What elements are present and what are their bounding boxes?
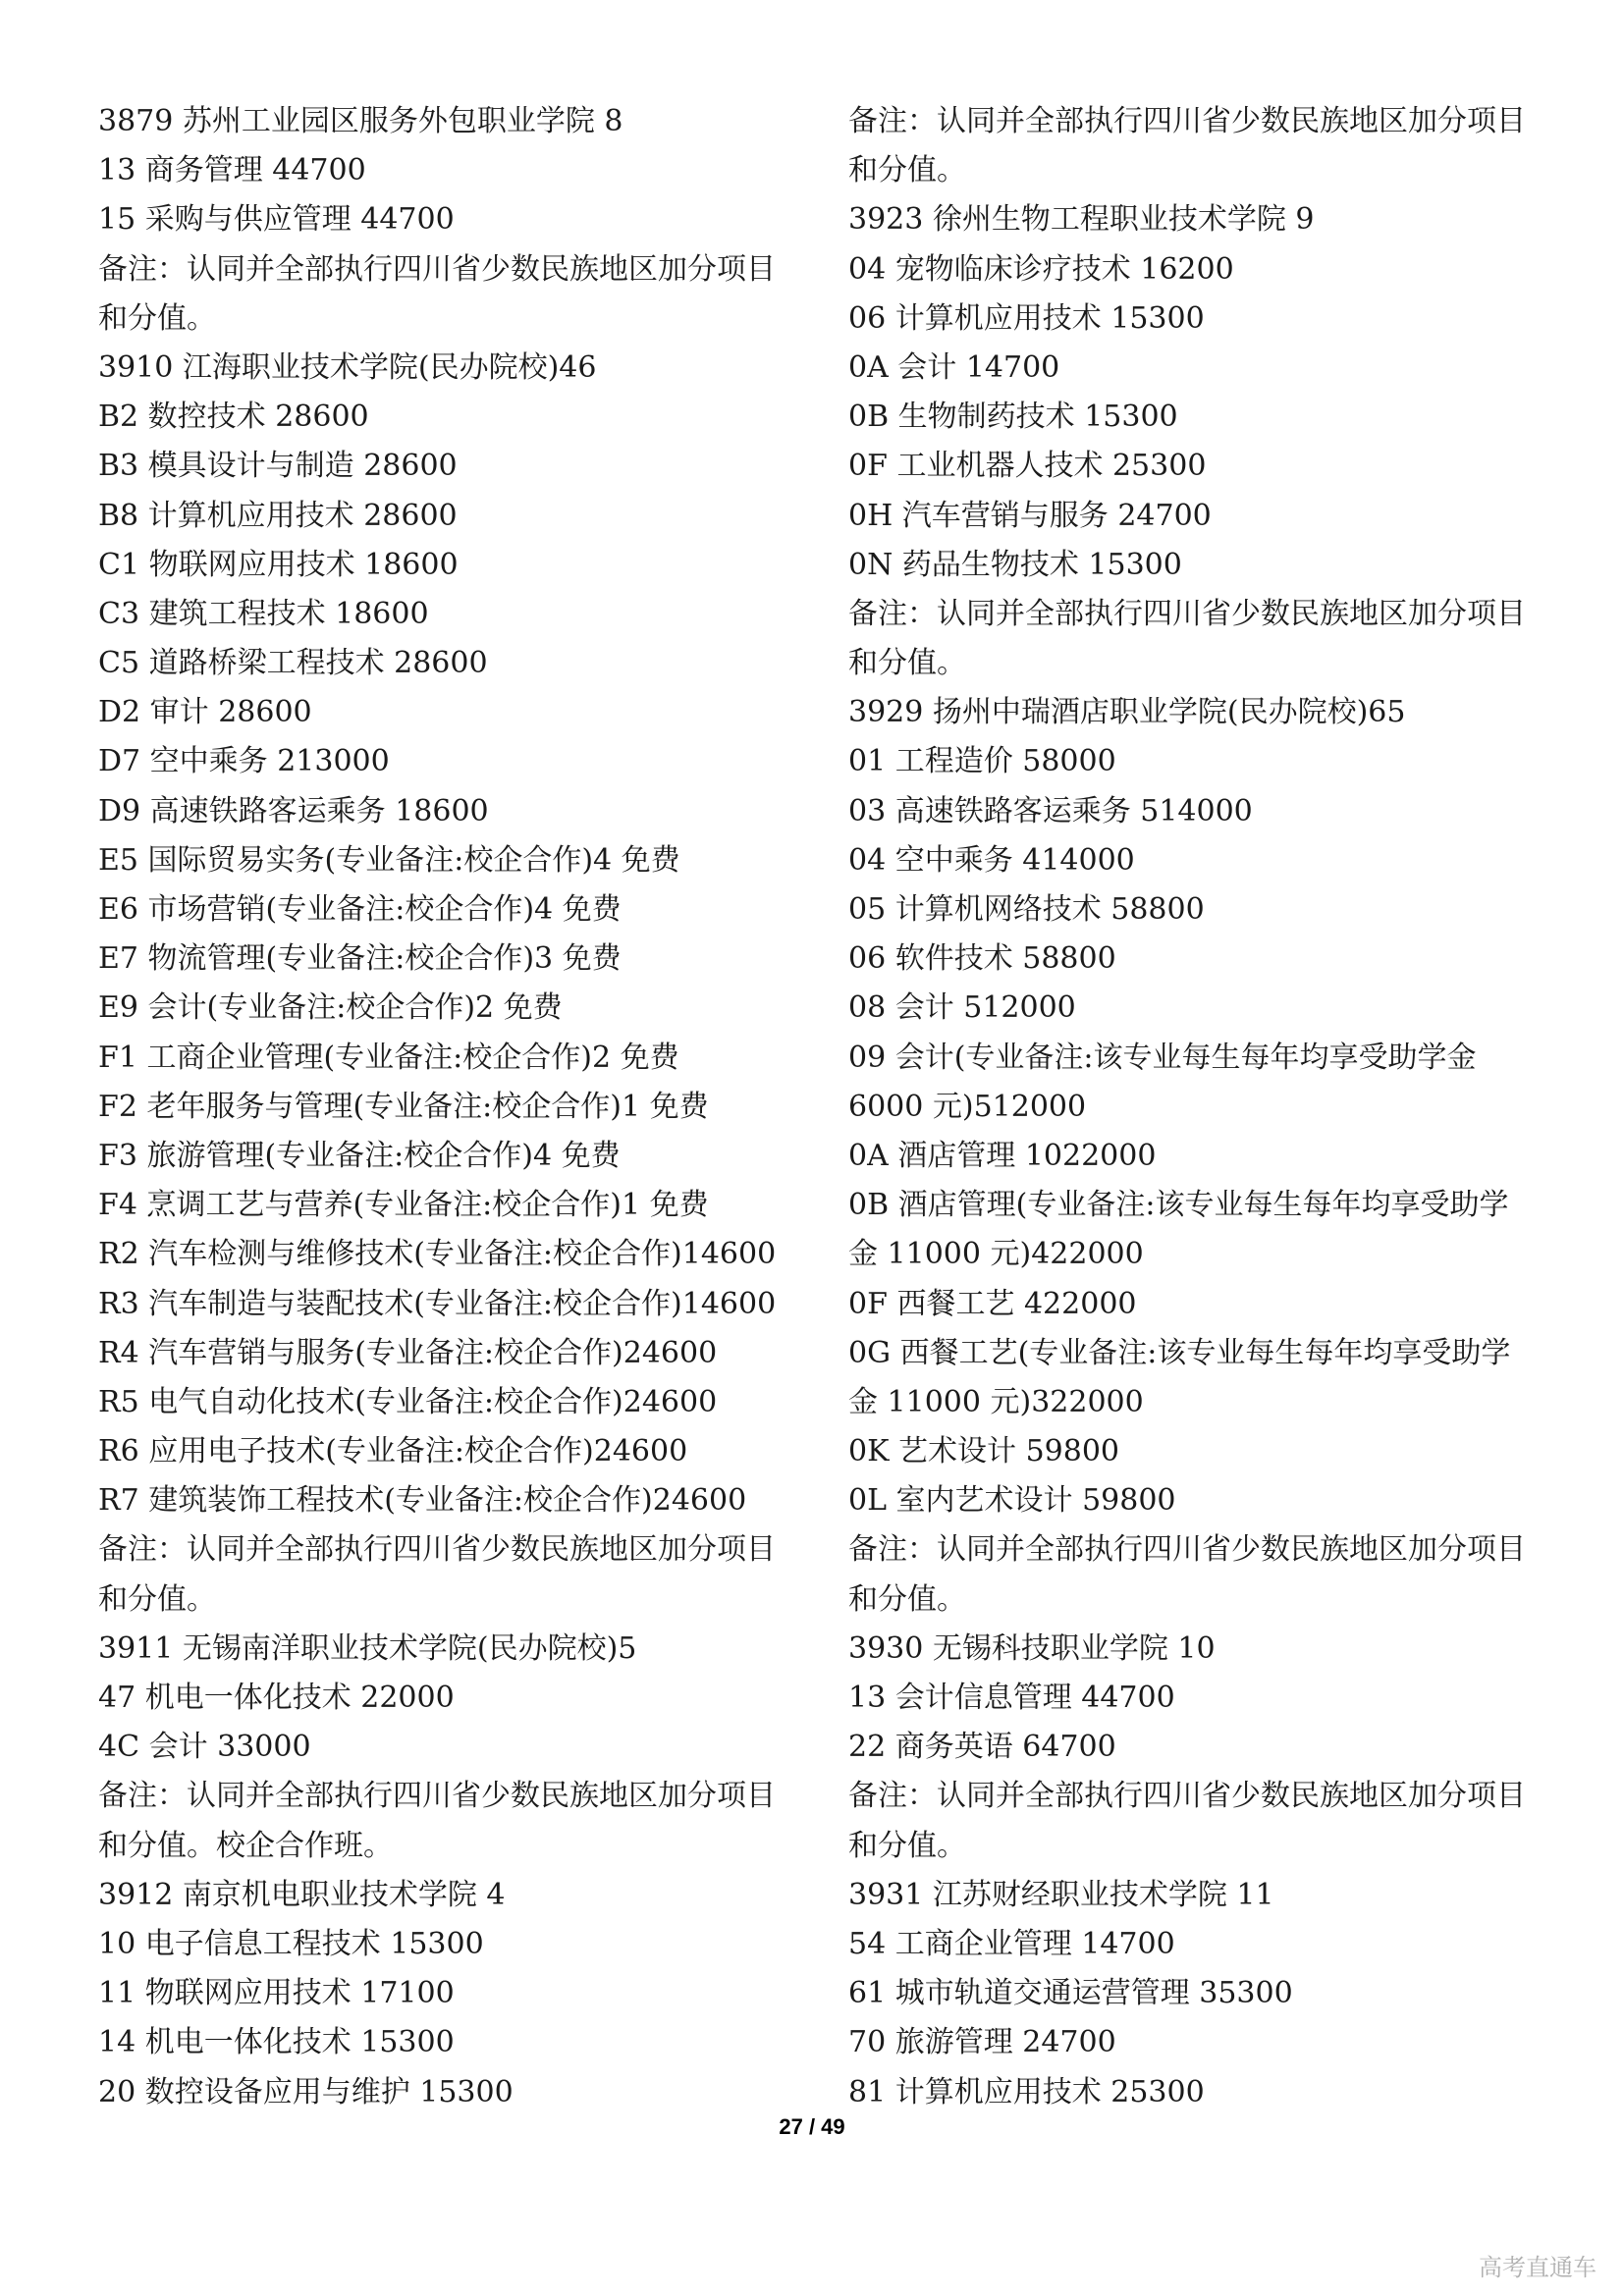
text-line: 0H 汽车营销与服务 24700: [848, 498, 1212, 533]
text-line: 0N 药品生物技术 15300: [848, 547, 1182, 582]
text-line: 3931 江苏财经职业技术学院 11: [848, 1877, 1274, 1912]
text-line: 和分值。校企合作班。: [98, 1828, 393, 1863]
text-line: D7 空中乘务 213000: [98, 744, 390, 779]
text-line: 09 会计(专业备注:该专业每生每年均享受助学金: [848, 1040, 1477, 1075]
text-line: 备注：认同并全部执行四川省少数民族地区加分项目: [98, 251, 776, 287]
text-line: 金 11000 元)322000: [848, 1384, 1144, 1419]
text-line: 14 机电一体化技术 15300: [98, 2025, 455, 2060]
text-line: 和分值。: [98, 1581, 216, 1617]
text-line: 0L 室内艺术设计 59800: [848, 1483, 1176, 1519]
text-line: 04 空中乘务 414000: [848, 842, 1135, 878]
text-line: 备注：认同并全部执行四川省少数民族地区加分项目: [848, 104, 1526, 138]
text-line: 05 计算机网络技术 58800: [848, 892, 1205, 927]
text-line: 81 计算机应用技术 25300: [848, 2074, 1205, 2109]
text-line: R2 汽车检测与维修技术(专业备注:校企合作)14600: [98, 1237, 777, 1272]
text-line: 和分值。: [848, 153, 966, 188]
text-line: 金 11000 元)422000: [848, 1237, 1144, 1272]
text-line: E5 国际贸易实务(专业备注:校企合作)4 免费: [98, 842, 680, 878]
text-line: 6000 元)512000: [848, 1089, 1087, 1124]
text-line: E9 会计(专业备注:校企合作)2 免费: [98, 990, 563, 1026]
text-line: 备注：认同并全部执行四川省少数民族地区加分项目: [848, 1779, 1526, 1814]
text-line: 10 电子信息工程技术 15300: [98, 1926, 484, 1961]
text-line: 3929 扬州中瑞酒店职业学院(民办院校)65: [848, 695, 1406, 730]
text-line: 11 物联网应用技术 17100: [98, 1976, 455, 2011]
text-line: 和分值。: [848, 1828, 966, 1863]
text-line: E7 物流管理(专业备注:校企合作)3 免费: [98, 941, 622, 977]
text-line: 08 会计 512000: [848, 990, 1076, 1026]
text-line: R4 汽车营销与服务(专业备注:校企合作)24600: [98, 1335, 718, 1370]
page-number: 27 / 49: [779, 2114, 845, 2139]
text-line: 0A 会计 14700: [848, 349, 1060, 385]
text-line: 54 工商企业管理 14700: [848, 1926, 1175, 1961]
text-line: F1 工商企业管理(专业备注:校企合作)2 免费: [98, 1040, 679, 1075]
text-line: 和分值。: [848, 646, 966, 681]
text-line: 3930 无锡科技职业学院 10: [848, 1630, 1216, 1666]
text-line: D9 高速铁路客运乘务 18600: [98, 793, 489, 828]
text-line: 4C 会计 33000: [98, 1730, 311, 1765]
text-line: 0K 艺术设计 59800: [848, 1434, 1120, 1469]
text-line: R7 建筑装饰工程技术(专业备注:校企合作)24600: [98, 1483, 747, 1519]
text-line: 3911 无锡南洋职业技术学院(民办院校)5: [98, 1630, 637, 1666]
text-line: C3 建筑工程技术 18600: [98, 596, 429, 631]
text-line: 0B 酒店管理(专业备注:该专业每生每年均享受助学: [848, 1188, 1509, 1223]
text-line: 13 会计信息管理 44700: [848, 1681, 1175, 1715]
text-line: 0B 生物制药技术 15300: [848, 400, 1178, 435]
text-line: 70 旅游管理 24700: [848, 2025, 1116, 2060]
text-line: 47 机电一体化技术 22000: [98, 1681, 455, 1715]
text-line: D2 审计 28600: [98, 695, 312, 730]
text-line: 3879 苏州工业园区服务外包职业学院 8: [98, 104, 623, 138]
text-line: C1 物联网应用技术 18600: [98, 547, 459, 582]
text-line: 13 商务管理 44700: [98, 153, 366, 188]
text-line: 20 数控设备应用与维护 15300: [98, 2074, 514, 2109]
right-column: [848, 97, 1555, 2117]
text-line: 06 计算机应用技术 15300: [848, 300, 1205, 336]
text-line: 备注：认同并全部执行四川省少数民族地区加分项目: [98, 1532, 776, 1568]
text-line: F2 老年服务与管理(专业备注:校企合作)1 免费: [98, 1089, 709, 1124]
text-line: B3 模具设计与制造 28600: [98, 449, 458, 484]
text-line: 15 采购与供应管理 44700: [98, 202, 455, 238]
text-line: E6 市场营销(专业备注:校企合作)4 免费: [98, 892, 622, 927]
text-line: 06 软件技术 58800: [848, 941, 1116, 977]
text-line: C5 道路桥梁工程技术 28600: [98, 646, 488, 681]
text-line: 03 高速铁路客运乘务 514000: [848, 793, 1253, 828]
text-line: 0F 工业机器人技术 25300: [848, 449, 1207, 484]
text-line: 22 商务英语 64700: [848, 1730, 1116, 1765]
text-line: 61 城市轨道交通运营管理 35300: [848, 1976, 1293, 2011]
text-line: R5 电气自动化技术(专业备注:校企合作)24600: [98, 1384, 718, 1419]
text-line: 备注：认同并全部执行四川省少数民族地区加分项目: [98, 1779, 776, 1814]
watermark: 高考直通车: [1479, 2254, 1597, 2281]
text-line: 0A 酒店管理 1022000: [848, 1138, 1157, 1173]
text-line: R6 应用电子技术(专业备注:校企合作)24600: [98, 1434, 688, 1469]
text-line: 0G 西餐工艺(专业备注:该专业每生每年均享受助学: [848, 1335, 1511, 1370]
text-line: 3923 徐州生物工程职业技术学院 9: [848, 202, 1315, 238]
left-column: [98, 97, 805, 2117]
text-line: 3910 江海职业技术学院(民办院校)46: [98, 349, 597, 385]
text-line: 和分值。: [848, 1581, 966, 1617]
text-line: 04 宠物临床诊疗技术 16200: [848, 251, 1234, 287]
text-line: F3 旅游管理(专业备注:校企合作)4 免费: [98, 1138, 621, 1173]
text-line: 备注：认同并全部执行四川省少数民族地区加分项目: [848, 1532, 1526, 1568]
text-line: 备注：认同并全部执行四川省少数民族地区加分项目: [848, 596, 1526, 631]
text-line: 和分值。: [98, 300, 216, 336]
text-line: R3 汽车制造与装配技术(专业备注:校企合作)14600: [98, 1286, 777, 1321]
text-line: 0F 西餐工艺 422000: [848, 1286, 1137, 1321]
text-line: 01 工程造价 58000: [848, 744, 1116, 779]
text-line: B8 计算机应用技术 28600: [98, 498, 458, 533]
text-line: 3912 南京机电职业技术学院 4: [98, 1877, 506, 1912]
text-line: F4 烹调工艺与营养(专业备注:校企合作)1 免费: [98, 1188, 709, 1223]
text-line: B2 数控技术 28600: [98, 400, 369, 435]
